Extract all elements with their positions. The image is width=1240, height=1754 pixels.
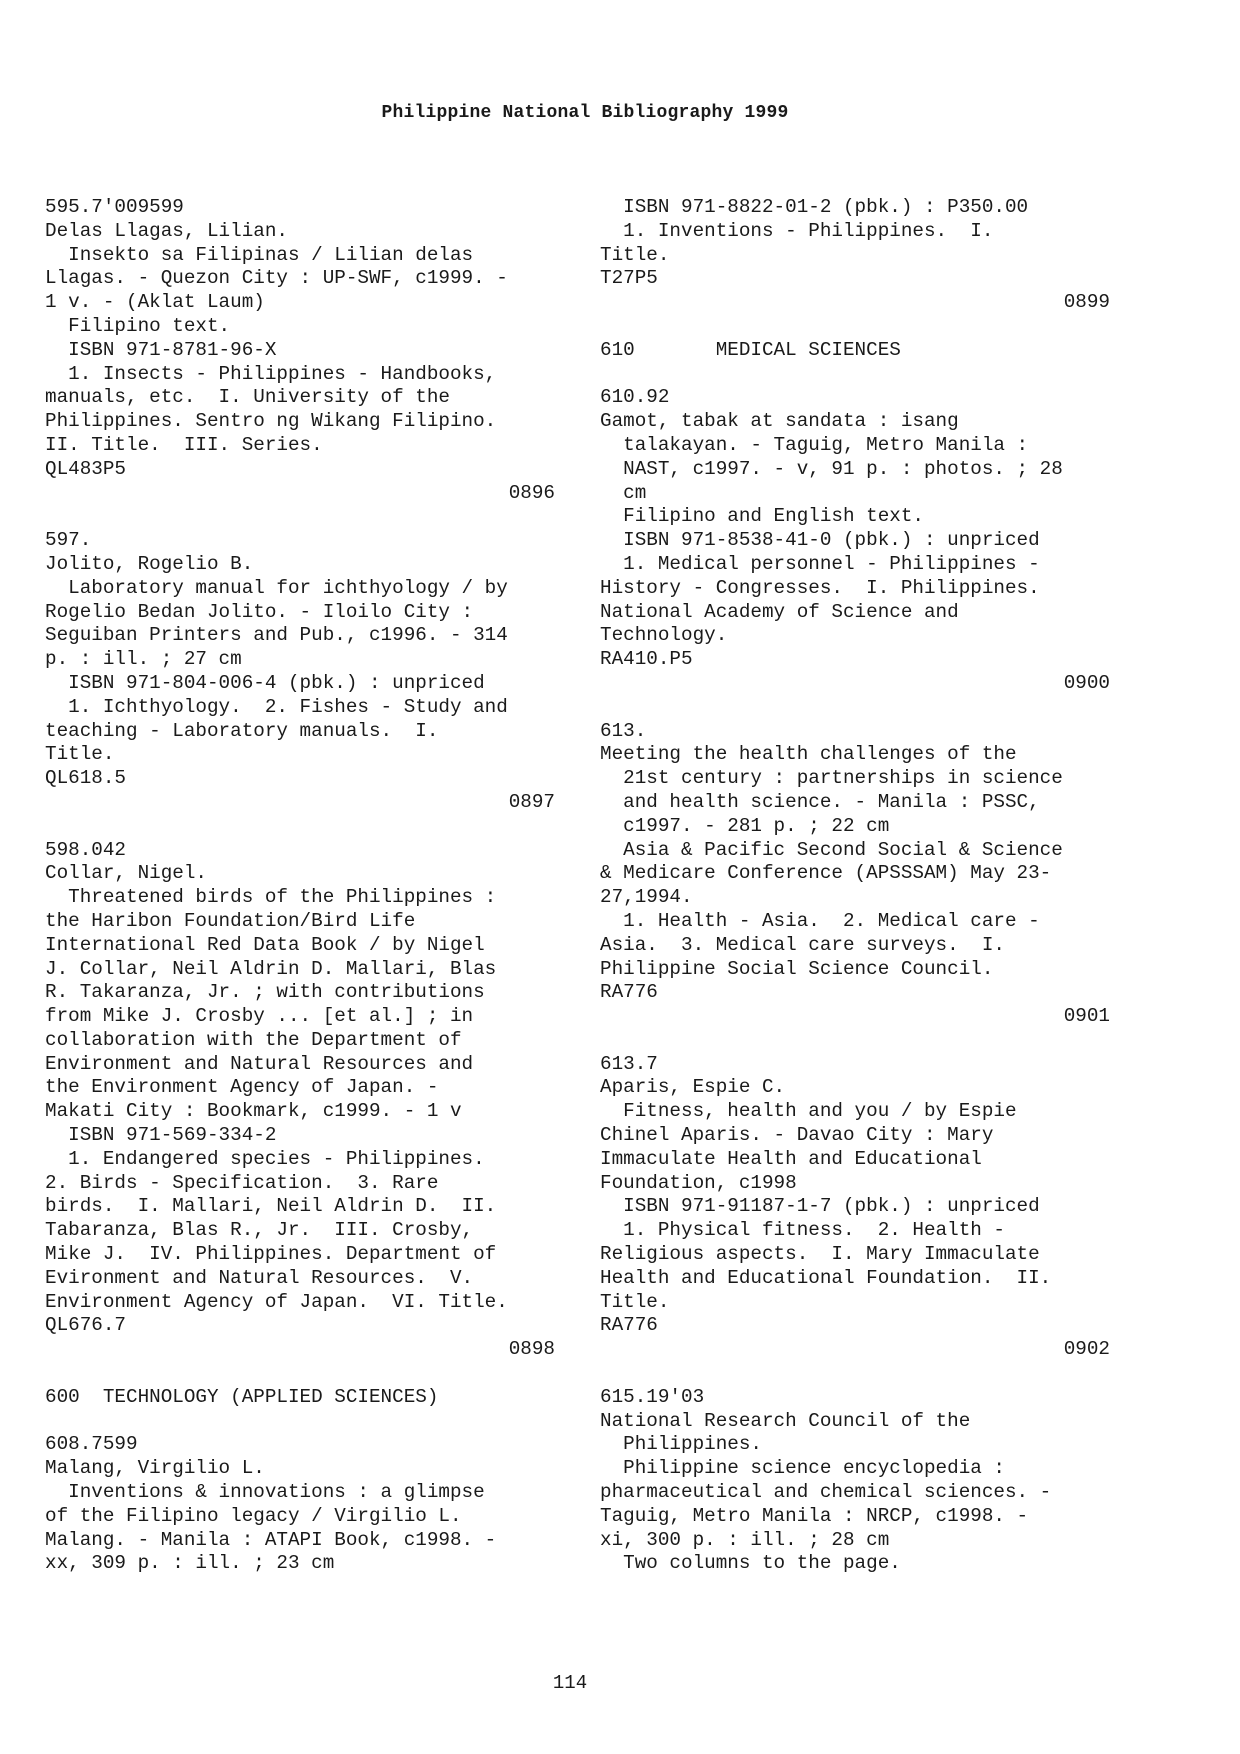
text-line: Title. [600, 243, 670, 266]
entry-number: 0898 [508, 1338, 555, 1361]
text-line: Asia & Pacific Second Social & Science [600, 838, 1063, 861]
text-line: Llagas. - Quezon City : UP-SWF, c1999. - [45, 267, 508, 290]
text-line: 1 v. - (Aklat Laum) [45, 291, 265, 314]
text-line: from Mike J. Crosby ... [et al.] ; in [45, 1005, 474, 1028]
text-line: ISBN 971-804-006-4 (pbk.) : unpriced [45, 671, 485, 694]
text-line: Title. [45, 743, 115, 766]
blank-line [45, 505, 555, 529]
entry-number: 0902 [1063, 1338, 1110, 1361]
blank-line [600, 1029, 1110, 1053]
text-line: 598.042 [45, 838, 126, 861]
text-line: Tabaranza, Blas R., Jr. III. Crosby, [45, 1219, 474, 1242]
text-line: Philippine science encyclopedia : [600, 1457, 1005, 1480]
text-line: 597. [45, 529, 92, 552]
text-line: c1997. - 281 p. ; 22 cm [600, 814, 890, 837]
entry-number: 0897 [508, 790, 555, 813]
text-line: 21st century : partnerships in science [600, 767, 1063, 790]
text-line: Fitness, health and you / by Espie [600, 1100, 1017, 1123]
text-line: QL676.7 [45, 1314, 126, 1337]
text-line: manuals, etc. I. University of the [45, 386, 450, 409]
text-line: the Environment Agency of Japan. - [45, 1076, 439, 1099]
text-line: Environment Agency of Japan. VI. Title. [45, 1290, 508, 1313]
text-line: cm [600, 481, 647, 504]
text-line: 610 MEDICAL SCIENCES [600, 338, 901, 361]
text-line: ISBN 971-91187-1-7 (pbk.) : unpriced [600, 1195, 1040, 1218]
text-line: ISBN 971-8538-41-0 (pbk.) : unpriced [600, 529, 1040, 552]
text-line: Taguig, Metro Manila : NRCP, c1998. - [600, 1504, 1029, 1527]
blank-line [600, 315, 1110, 339]
text-line: J. Collar, Neil Aldrin D. Mallari, Blas [45, 957, 497, 980]
text-line: Title. [600, 1290, 670, 1313]
text-line: RA776 [600, 981, 658, 1004]
text-line: 1. Insects - Philippines - Handbooks, [45, 362, 497, 385]
entry-number: 0901 [1063, 1005, 1110, 1028]
blank-line [45, 1410, 555, 1434]
entry-number: 0900 [1063, 671, 1110, 694]
text-line: Threatened birds of the Philippines : [45, 886, 497, 909]
text-line: Delas Llagas, Lilian. [45, 219, 288, 242]
text-line: Filipino and English text. [600, 505, 924, 528]
text-line: Inventions & innovations : a glimpse [45, 1481, 485, 1504]
text-line: 27,1994. [600, 886, 693, 909]
text-line: 1. Health - Asia. 2. Medical care - [600, 909, 1040, 932]
text-line: Malang, Virgilio L. [45, 1457, 265, 1480]
page-number: 114 [552, 1672, 588, 1694]
text-line: Insekto sa Filipinas / Lilian delas [45, 243, 474, 266]
text-line: 615.19'03 [600, 1385, 705, 1408]
text-line: Makati City : Bookmark, c1999. - 1 v [45, 1100, 462, 1123]
entry-number: 0896 [508, 481, 555, 504]
text-line: QL483P5 [45, 457, 126, 480]
text-line: 1. Inventions - Philippines. I. [600, 219, 994, 242]
text-line: xx, 309 p. : ill. ; 23 cm [45, 1552, 335, 1575]
blank-line [600, 363, 1110, 387]
text-line: of the Filipino legacy / Virgilio L. [45, 1504, 462, 1527]
text-line: collaboration with the Department of [45, 1028, 462, 1051]
text-line: Evironment and Natural Resources. V. [45, 1266, 474, 1289]
text-line: 608.7599 [45, 1433, 138, 1456]
text-line: Technology. [600, 624, 728, 647]
text-line: National Academy of Science and [600, 600, 959, 623]
text-line: 1. Ichthyology. 2. Fishes - Study and [45, 695, 508, 718]
text-line: Health and Educational Foundation. II. [600, 1266, 1052, 1289]
text-line: Gamot, tabak at sandata : isang [600, 410, 959, 433]
text-line: Collar, Nigel. [45, 862, 207, 885]
text-line: NAST, c1997. - v, 91 p. : photos. ; 28 [600, 457, 1063, 480]
text-line: 2. Birds - Specification. 3. Rare [45, 1171, 439, 1194]
page-title: Philippine National Bibliography 1999 [381, 103, 789, 123]
text-line: 595.7'009599 [45, 196, 184, 218]
left-column [45, 196, 555, 1576]
text-line: & Medicare Conference (APSSSAM) May 23- [600, 862, 1052, 885]
text-line: the Haribon Foundation/Bird Life [45, 909, 416, 932]
text-line: RA410.P5 [600, 648, 693, 671]
text-line: xi, 300 p. : ill. ; 28 cm [600, 1528, 890, 1551]
text-line: Religious aspects. I. Mary Immaculate [600, 1243, 1040, 1266]
text-line: talakayan. - Taguig, Metro Manila : [600, 433, 1029, 456]
text-line: International Red Data Book / by Nigel [45, 933, 485, 956]
text-line: Jolito, Rogelio B. [45, 552, 254, 575]
text-line: ISBN 971-569-334-2 [45, 1124, 277, 1147]
blank-line [45, 815, 555, 839]
text-line: ISBN 971-8781-96-X [45, 338, 277, 361]
text-line: Chinel Aparis. - Davao City : Mary [600, 1124, 994, 1147]
blank-line [45, 1362, 555, 1386]
text-line: QL618.5 [45, 767, 126, 790]
text-line: National Research Council of the [600, 1409, 971, 1432]
text-line: Philippines. Sentro ng Wikang Filipino. [45, 410, 497, 433]
text-line: Filipino text. [45, 314, 231, 337]
text-line: History - Congresses. I. Philippines. [600, 576, 1040, 599]
text-line: T27P5 [600, 267, 658, 290]
right-column [600, 196, 1110, 1576]
blank-line [600, 696, 1110, 720]
text-line: RA776 [600, 1314, 658, 1337]
text-line: 1. Medical personnel - Philippines - [600, 552, 1040, 575]
text-line: 600 TECHNOLOGY (APPLIED SCIENCES) [45, 1385, 439, 1408]
blank-line [600, 1362, 1110, 1386]
text-line: Seguiban Printers and Pub., c1996. - 314 [45, 624, 508, 647]
text-line: 1. Endangered species - Philippines. [45, 1147, 485, 1170]
text-line: 1. Physical fitness. 2. Health - [600, 1219, 1005, 1242]
text-line: Environment and Natural Resources and [45, 1052, 474, 1075]
text-line: pharmaceutical and chemical sciences. - [600, 1481, 1052, 1504]
text-line: teaching - Laboratory manuals. I. [45, 719, 439, 742]
text-line: and health science. - Manila : PSSC, [600, 790, 1040, 813]
text-line: Rogelio Bedan Jolito. - Iloilo City : [45, 600, 474, 623]
entry-number: 0899 [1063, 291, 1110, 314]
text-line: Asia. 3. Medical care surveys. I. [600, 933, 1005, 956]
text-line: Immaculate Health and Educational [600, 1147, 982, 1170]
text-line: 613. [600, 719, 647, 742]
text-line: ISBN 971-8822-01-2 (pbk.) : P350.00 [600, 196, 1029, 218]
text-line: Philippines. [600, 1433, 762, 1456]
text-line: Meeting the health challenges of the [600, 743, 1017, 766]
text-line: Two columns to the page. [600, 1552, 901, 1575]
text-line: Aparis, Espie C. [600, 1076, 786, 1099]
text-line: birds. I. Mallari, Neil Aldrin D. II. [45, 1195, 497, 1218]
text-line: 610.92 [600, 386, 670, 409]
text-line: R. Takaranza, Jr. ; with contributions [45, 981, 485, 1004]
text-line: Foundation, c1998 [600, 1171, 797, 1194]
text-line: Laboratory manual for ichthyology / by [45, 576, 508, 599]
text-line: II. Title. III. Series. [45, 433, 323, 456]
text-line: p. : ill. ; 27 cm [45, 648, 242, 671]
text-line: Mike J. IV. Philippines. Department of [45, 1243, 497, 1266]
text-line: Philippine Social Science Council. [600, 957, 994, 980]
text-line: Malang. - Manila : ATAPI Book, c1998. - [45, 1528, 497, 1551]
text-line: 613.7 [600, 1052, 658, 1075]
